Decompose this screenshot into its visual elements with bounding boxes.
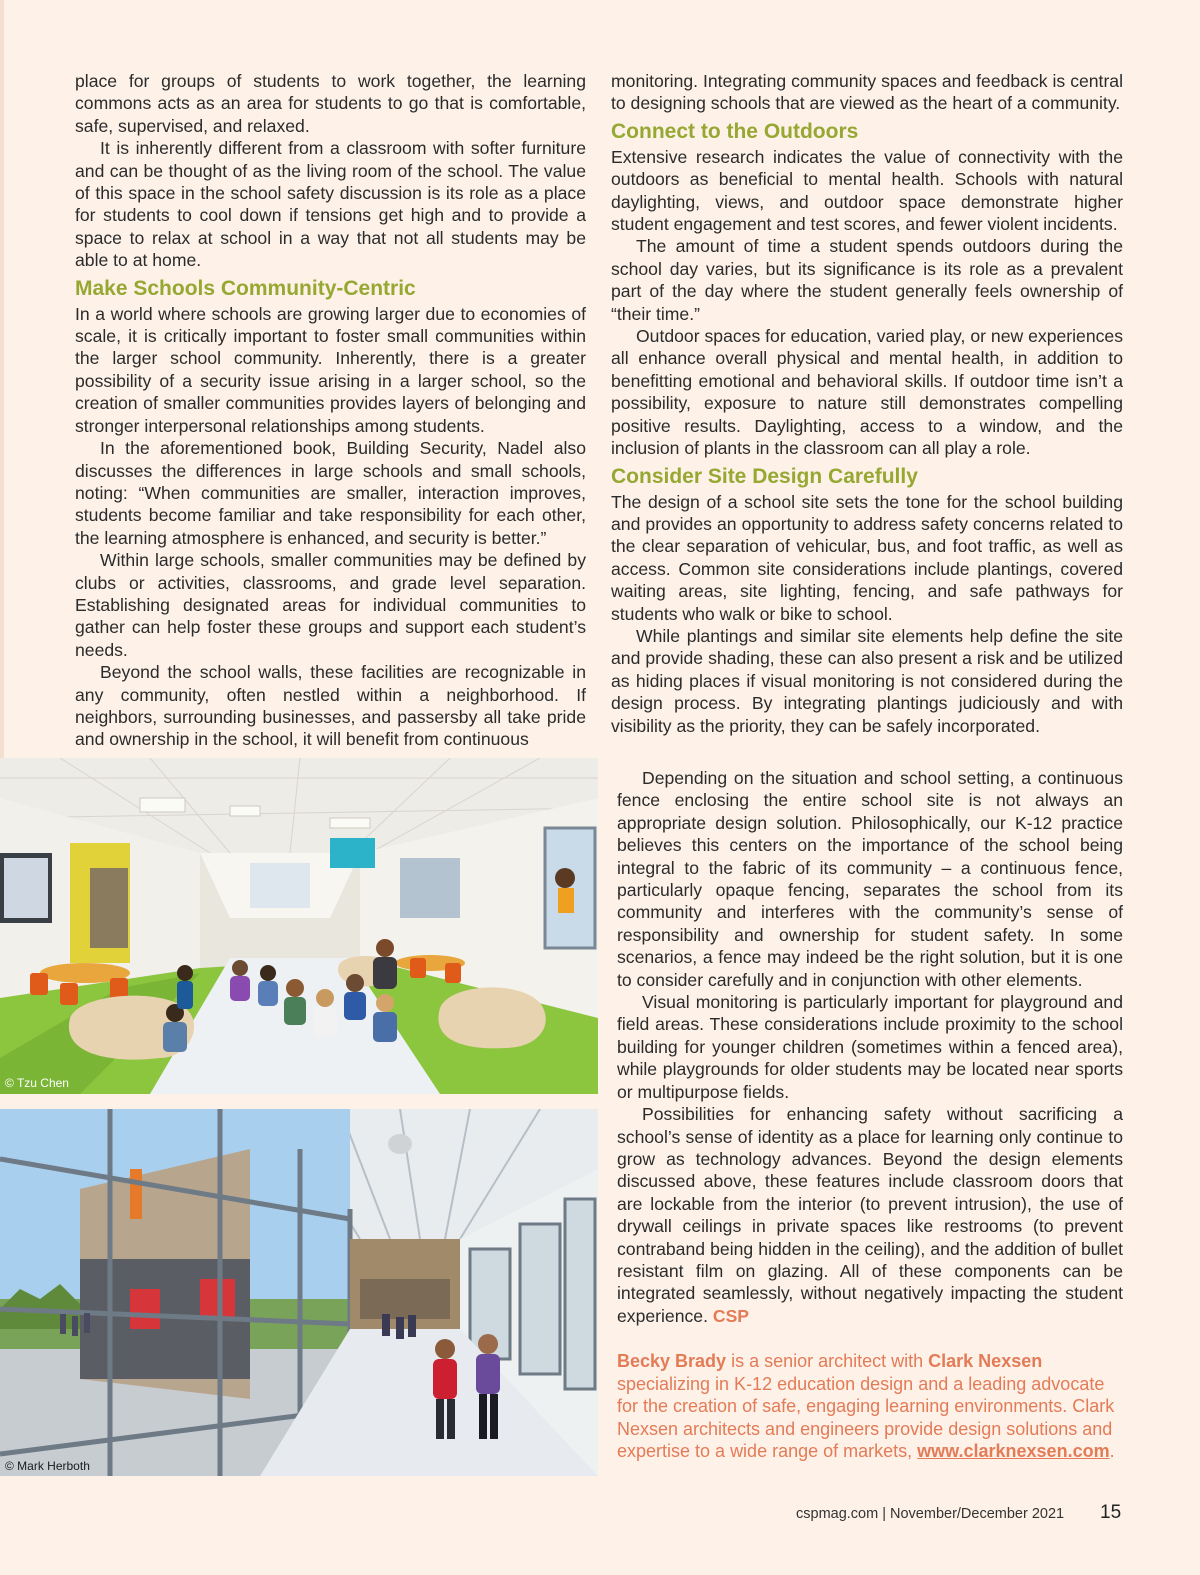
corridor-illustration [0,1109,598,1476]
firm-name: Clark Nexsen [928,1351,1043,1371]
paragraph: Visual monitoring is particularly important for playground and field areas. These considerations include proximity to the school building for younger children (sometimes within a fenced area), while playgrounds for older students may be located near sports or multipurpose fields. [617,992,1123,1102]
paragraph: Within large schools, smaller communities may be defined by clubs or activities, classrooms, and grade level separation. Establishing designated areas for individual communities to gather can help foster these groups and support each student’s needs. [75,550,586,660]
learning-commons-illustration [0,758,598,1094]
page-edge-strip [0,0,4,758]
footer-text: cspmag.com | November/December 2021 [796,1506,1065,1522]
firm-link[interactable]: www.clarknexsen.com [917,1441,1110,1461]
corridor-photo [0,1109,598,1476]
left-column [75,70,586,751]
paragraph: The design of a school site sets the tone for the school building and provides an opportunity to address safety concerns related to the clear separation of vehicular, bus, and foot traffic, as well as access. Common site considerations include plantings, covered waiting areas, site lighting, fencing, and safe pathways for students who walk or bike to school. [611,491,1123,624]
bio-text: . [1109,1441,1115,1461]
paragraph-text: Possibilities for enhancing safety without sacrificing a school’s sense of identity as a place for learning only continue to grow as technology advances. Beyond the design elements discussed above, these features include classroom doors that are lockable from the interior (to prevent intrusion), the use of drywall ceilings in private spaces like restrooms (to prevent contraband being hidden in the ceiling), and the addition of bullet resistant film on glazing. All of these components can be integrated seamlessly, without negatively impacting the student experience. [617,1104,1123,1326]
page-number: 15 [1100,1502,1122,1523]
section-heading: Connect to the Outdoors [611,119,859,143]
author-name: Becky Brady [617,1351,727,1371]
bio-text: is a senior architect with [726,1351,929,1371]
paragraph: In a world where schools are growing larger due to economies of scale, it is critically important to foster small communities within the larger school community. Inherently, there is a greater possibility of a security issue arising in a larger school, so the creation of smaller communities provides layers of belonging and stronger interpersonal relationships among students. [75,303,586,436]
photo-credit: © Mark Herboth [5,1459,90,1473]
photo-credit: © Tzu Chen [5,1076,69,1090]
paragraph: Beyond the school walls, these facilities are recognizable in any community, often nestled within a neighborhood. If neighbors, surrounding businesses, and passersby all take pride and ownership in the school, it will benefit from continuous [75,662,586,750]
section-heading: Make Schools Community-Centric [75,276,416,300]
learning-commons-photo [0,758,598,1094]
section-heading: Consider Site Design Carefully [611,464,918,488]
right-column-top [611,70,1123,737]
paragraph: place for groups of students to work together, the learning commons acts as an area for students to go that is comfortable, safe, supervised, and relaxed. [75,71,586,136]
paragraph: In the aforementioned book, Building Security, Nadel also discusses the differences in large schools and small schools, noting: “When communities are smaller, interaction improves, students become familiar and take responsibility for each other, the learning atmosphere is enhanced, and security is better.” [75,438,586,548]
paragraph: While plantings and similar site elements help define the site and provide shading, these can also present a risk and be utilized as hiding places if visual monitoring is not considered during the design process. By integrating plantings judiciously and with visibility as the priority, they can be safely incorporated. [611,625,1123,736]
end-mark: CSP [712,1305,750,1326]
right-column-bottom [617,767,1123,1327]
paragraph [617,1103,1123,1327]
paragraph: Depending on the situation and school setting, a continuous fence enclosing the entire school site is not always an appropriate design solution. Philosophically, our K-12 practice believes this centers on the importance of the school being integral to the fabric of its community – a continuous fence, particularly opaque fencing, separates the school from its community and interferes with the community’s sense of responsibility and ownership for student safety. In some scenarios, a fence may indeed be the right solution, but it is one to consider carefully and in conjunction with other elements. [617,768,1123,990]
bio-text: specializing in K-12 education design and a leading advocate for the creation of safe, engaging learning environments. Clark Nexsen architects and engineers provide design solutions and expertise to a wide range of markets, [617,1373,1115,1461]
paragraph: The amount of time a student spends outdoors during the school day varies, but its significance is its role as a prevalent part of the day where the student generally feels ownership of “their time.” [611,236,1123,324]
paragraph: Outdoor spaces for education, varied play, or new experiences all enhance overall physical and mental health, in addition to benefitting emotional and behavioral skills. If outdoor time isn’t a possibility, exposure to nature still demonstrates compelling positive results. Daylighting, access to a window, and the inclusion of plants in the classroom can all play a role. [611,326,1123,459]
paragraph: Extensive research indicates the value of connectivity with the outdoors as beneficial to mental health. Schools with natural daylighting, views, and outdoor space demonstrate higher student engagement and test scores, and fewer violent incidents. [611,146,1123,235]
paragraph: It is inherently different from a classroom with softer furniture and can be thought of as the living room of the school. The value of this space in the school safety discussion is its role as a place for students to cool down if tensions get high and to provide a space to relax at school in a way that not all students may be able to at home. [75,138,586,271]
paragraph: monitoring. Integrating community spaces and feedback is central to designing schools that are viewed as the heart of a community. [611,71,1123,114]
author-bio [617,1350,1122,1463]
